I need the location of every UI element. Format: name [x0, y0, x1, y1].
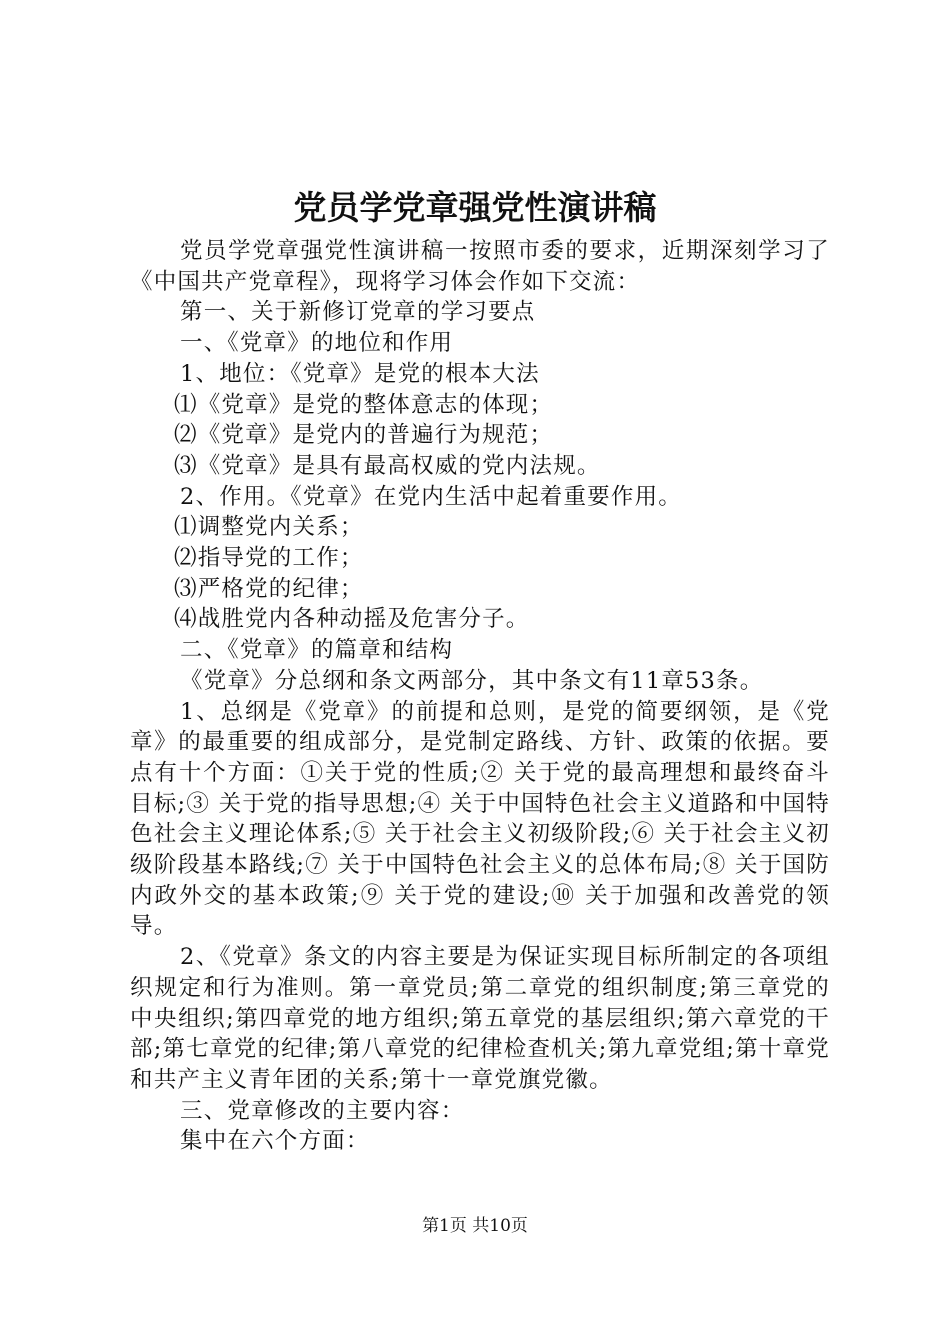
paragraph-articles: 2、《党章》条文的内容主要是为保证实现目标所制定的各项组织规定和行为准则。第一章党员;第二章党的组织制度;第三章党的中央组织;第四章党的地方组织;第五章党的基层组织;第六章党的干部;第七章党的纪律;第八章党的纪律检查机关;第九章党组;第十章党和共产主义青年团的关系;第十一章党旗党徽。	[130, 944, 830, 1093]
list-item: ⑵《党章》是党内的普遍行为规范；	[174, 422, 554, 449]
paragraph-six-aspects: 集中在六个方面：	[180, 1128, 370, 1155]
heading-part-one: 第一、关于新修订党章的学习要点	[180, 299, 536, 326]
page-footer: 第1页 共10页	[422, 1216, 528, 1236]
paragraph-general-program: 1、总纲是《党章》的前提和总则，是党的简要纲领，是《党章》的最重要的组成部分，是党制定路线、方针、政策的依据。要点有十个方面：①关于党的性质;② 关于党的最高理想和最终奋斗目标;③ 关于党的指导思想;④ 关于中国特色社会主义道路和中国特色社会主义理论体系;⑤ 关于社会主义初级阶段;⑥ 关于社会主义初级阶段基本路线;⑦ 关于中国特色社会主义的总体布局;⑧ 关于国防内政外交的基本政策;⑨ 关于党的建设;⑩ 关于加强和改善党的领导。	[130, 698, 830, 940]
document-title: 党员学党章强党性演讲稿	[293, 188, 657, 227]
list-item: ⑴《党章》是党的整体意志的体现；	[174, 391, 554, 418]
paragraph-function: 2、作用。《党章》在党内生活中起着重要作用。	[180, 483, 682, 510]
list-item: ⑶《党章》是具有最高权威的党内法规。	[174, 452, 601, 479]
list-item: ⑵指导党的工作；	[174, 545, 364, 572]
list-item: ⑴调整党内关系；	[174, 514, 364, 541]
heading-section-one: 一、《党章》的地位和作用	[180, 330, 454, 357]
list-item: ⑶严格党的纪律；	[174, 575, 364, 602]
paragraph-intro: 党员学党章强党性演讲稿一按照市委的要求，近期深刻学习了《中国共产党章程》，现将学习体会作如下交流：	[130, 238, 830, 295]
list-item: ⑷战胜党内各种动摇及危害分子。	[174, 606, 530, 633]
heading-section-three: 三、党章修改的主要内容：	[180, 1097, 465, 1124]
document-body	[130, 236, 830, 1157]
paragraph-position: 1、地位：《党章》是党的根本大法	[180, 360, 540, 387]
heading-section-two: 二、《党章》的篇章和结构	[180, 637, 454, 664]
paragraph-structure: 《党章》分总纲和条文两部分，其中条文有11章53条。	[180, 667, 764, 694]
